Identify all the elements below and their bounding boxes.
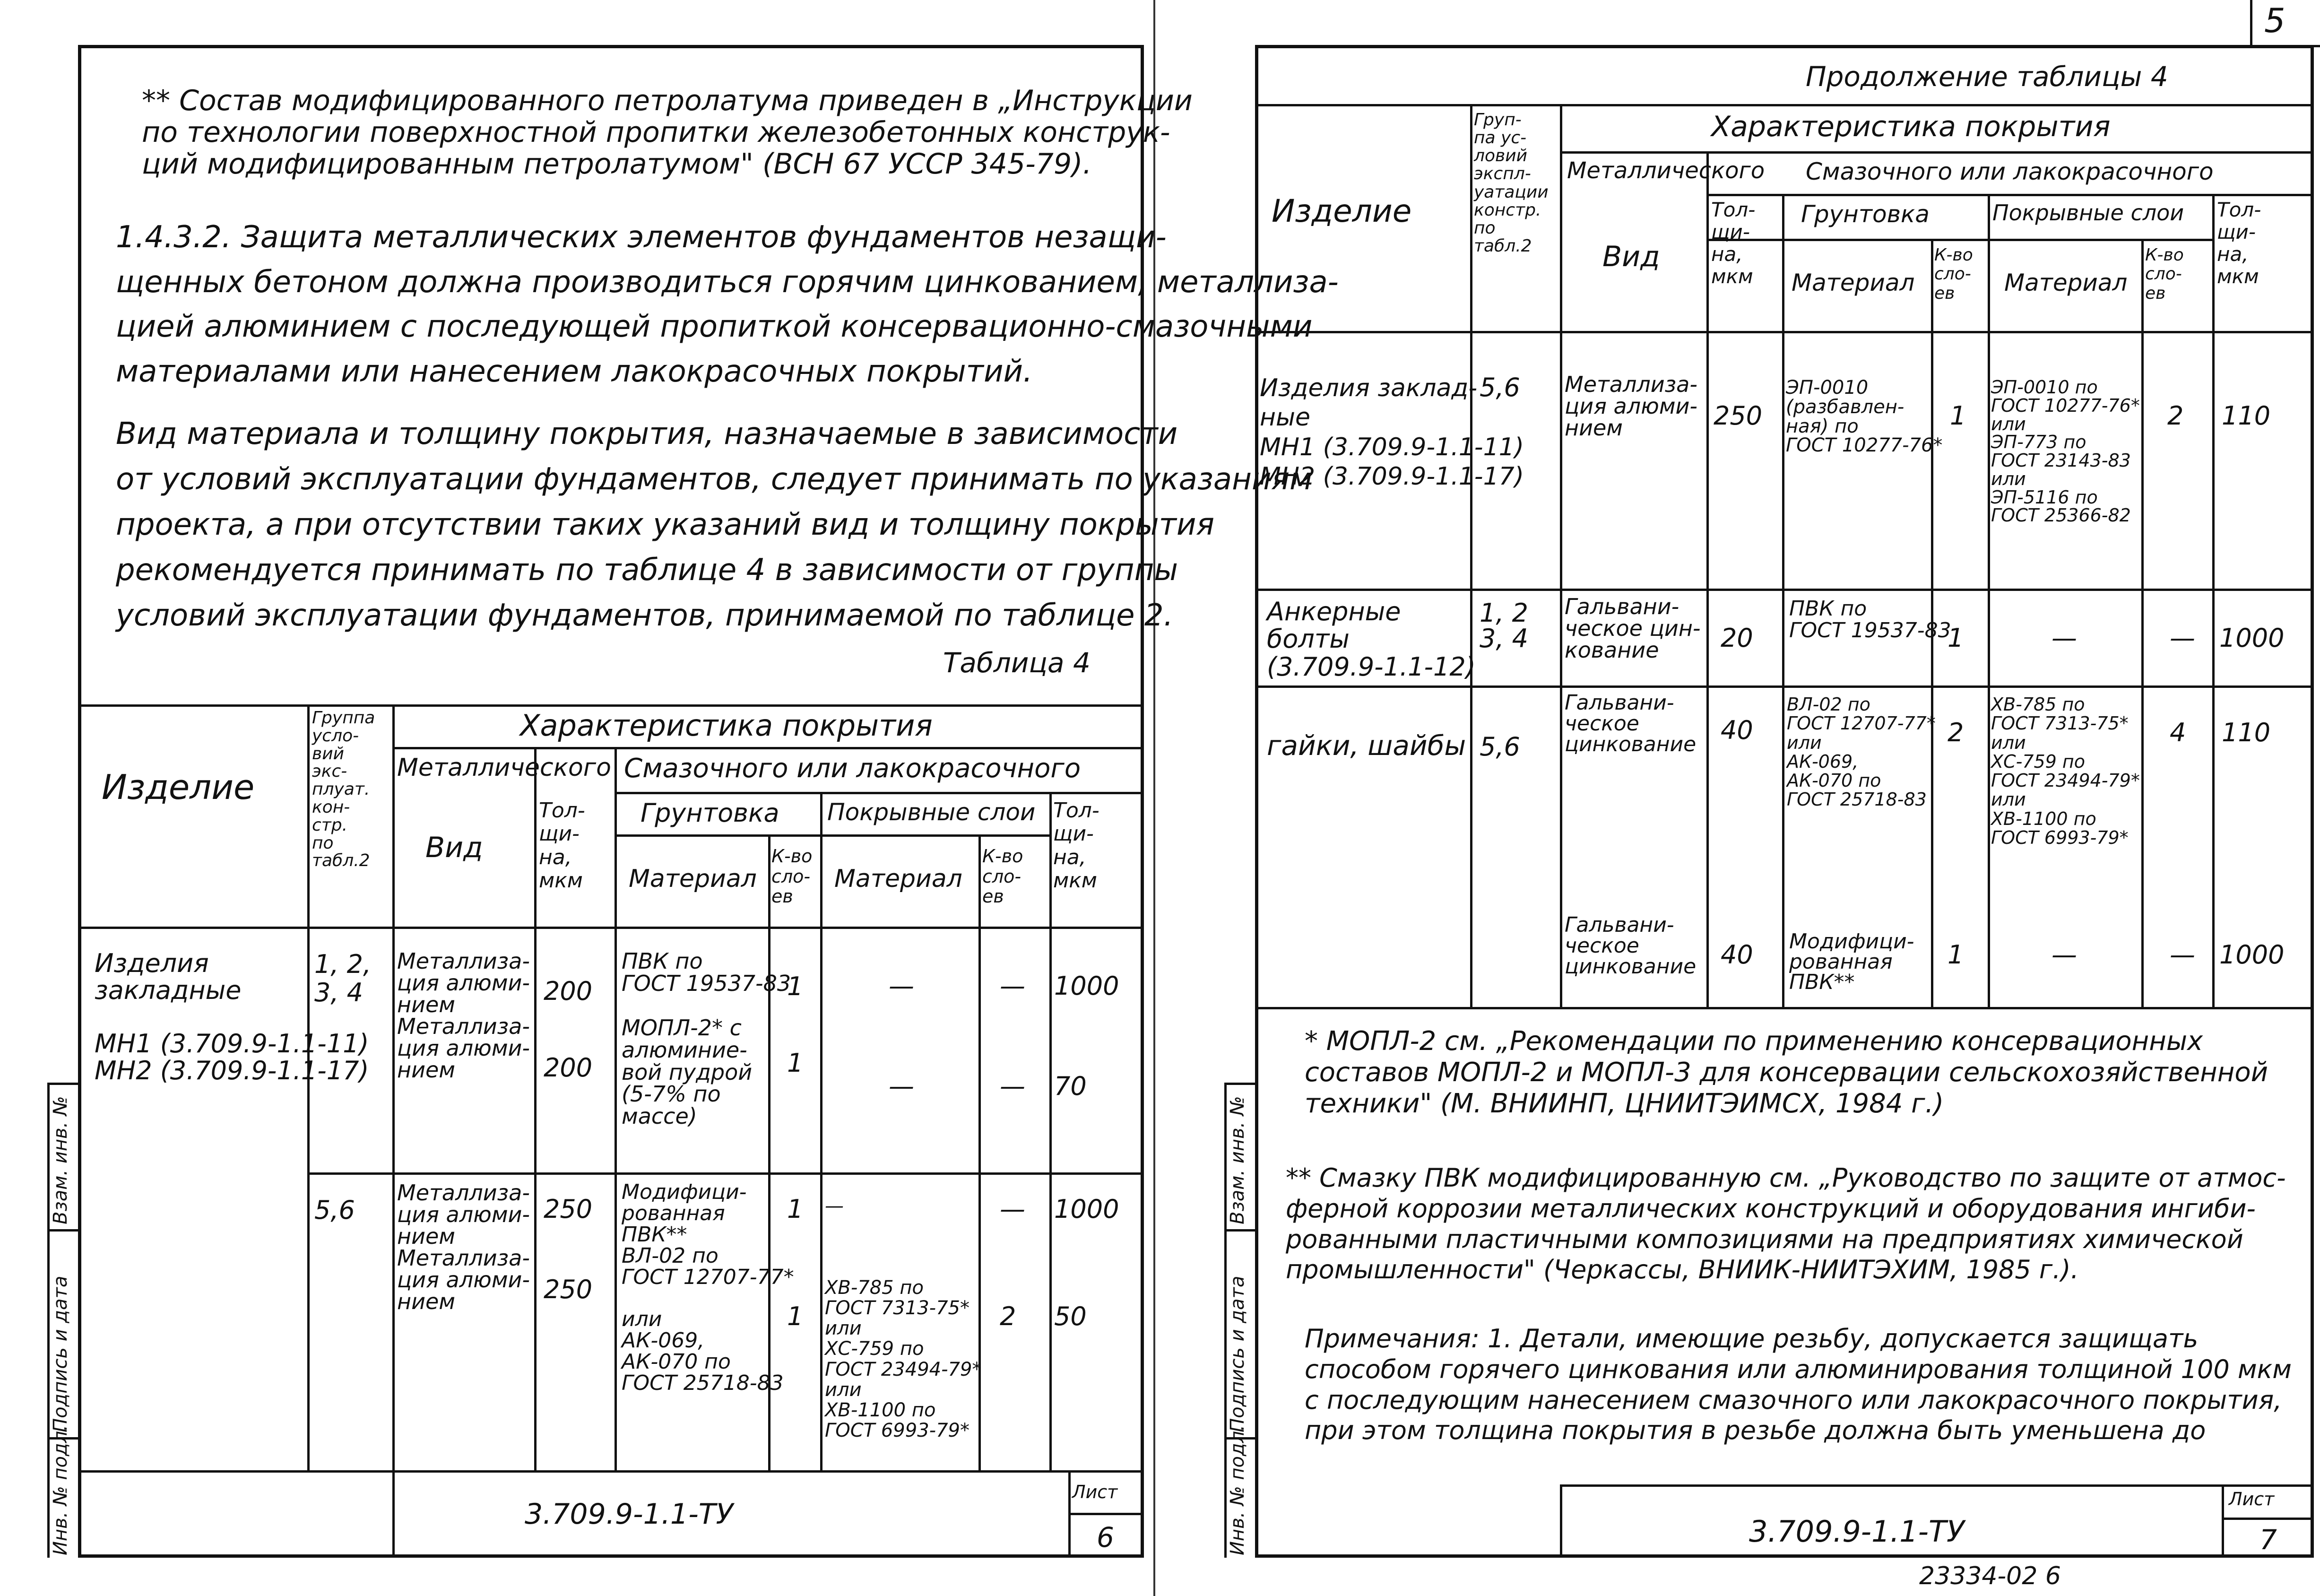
r-row3-pokr: ХВ-785 по ГОСТ 7313-75* или ХС-759 по ГОСТ 23494-79* или ХВ-1100 по ГОСТ 6993-79* bbox=[1991, 694, 2140, 848]
left-note-petrolatum: ** Состав модифицированного петролатума приведен в „Инструкции по технологии поверхностной пропитки железобетонных конструк- ций модифицированным петролатумом" (ВСН 67 УССР 345-79). bbox=[142, 84, 1193, 181]
left-side-label-podpis: Подпись и дата bbox=[50, 1275, 71, 1432]
row2-kvo2: — 2 bbox=[1000, 1194, 1025, 1331]
row2-tol2: 1000 50 bbox=[1054, 1194, 1119, 1331]
row2-grunt: Модифици- рованная ПВК** ВЛ-02 по ГОСТ 12707-77* или АК-069, АК-070 по ГОСТ 25718-83 bbox=[622, 1180, 794, 1395]
right-stamp-code: 3.709.9-1.1-ТУ bbox=[1749, 1514, 1965, 1549]
r-row3-kvo2: 4 bbox=[2170, 718, 2186, 747]
r-header-metall: Металлического bbox=[1567, 157, 1765, 184]
header-vid: Вид bbox=[425, 831, 483, 864]
continuation-title: Продолжение таблицы 4 bbox=[1806, 61, 2168, 93]
r-header-tolshch2: Тол- щи- на, мкм bbox=[2217, 198, 2261, 288]
r-row1-vid: Металлиза- ция алюми- нием bbox=[1565, 372, 1698, 441]
r-row1-kvo: 1 bbox=[1950, 401, 1966, 431]
r-row4-vid: Гальвани- ческое цинкование bbox=[1565, 913, 1697, 979]
r-row3-tol2: 110 bbox=[2222, 718, 2271, 747]
right-side-label-podpis: Подпись и дата bbox=[1227, 1275, 1248, 1432]
left-sheet-label: Лист bbox=[1072, 1482, 1118, 1502]
r-row3-izdelie: гайки, шайбы bbox=[1267, 729, 1466, 762]
r-header-kvo: К-во сло- ев bbox=[1934, 245, 1973, 303]
r-row1-tol: 250 bbox=[1714, 401, 1763, 431]
r-row1-tol2: 110 bbox=[2222, 401, 2271, 431]
left-side-label-inv: Инв. № подл. bbox=[50, 1425, 71, 1555]
r-header-material2: Материал bbox=[2004, 269, 2128, 296]
row2-gruppa: 5,6 bbox=[314, 1195, 355, 1225]
r-row3-grunt: ВЛ-02 по ГОСТ 12707-77* или АК-069, АК-070 по ГОСТ 25718-83 bbox=[1787, 694, 1936, 810]
r-header-tolshch: Тол- щи- на, мкм bbox=[1711, 198, 1756, 288]
r-row1-grunt: ЭП-0010 (разбавлен- ная) по ГОСТ 10277-76* bbox=[1786, 377, 1943, 457]
r-header-smaz: Смазочного или лакокрасочного bbox=[1806, 158, 2214, 185]
r-row2-pokr: — bbox=[2052, 623, 2077, 653]
r-header-pokr: Покрывные слои bbox=[1992, 200, 2184, 226]
header-material2: Материал bbox=[834, 865, 962, 893]
r-row4-kvo: 1 bbox=[1948, 940, 1964, 970]
footnote-pvk: ** Смазку ПВК модифицированную см. „Руководство по защите от атмос- ферной коррозии металлических конструкций и оборудования ингиби- рованными пластичными композициями на предприятиях химической промышленности" (Черкассы, ВНИИК-НИИТЭХИМ, 1985 г.). bbox=[1286, 1163, 2286, 1285]
row1-tol2: 1000 70 bbox=[1054, 971, 1119, 1101]
r-row2-kvo2: — bbox=[2170, 623, 2195, 653]
r-header-vid: Вид bbox=[1602, 240, 1660, 273]
header-smaz: Смазочного или лакокрасочного bbox=[624, 753, 1081, 784]
header-kvo2: К-во сло- ев bbox=[982, 846, 1023, 907]
r-row4-tol2: 1000 bbox=[2219, 940, 2285, 970]
r-row2-gruppa: 1, 2 3, 4 bbox=[1480, 598, 1529, 653]
right-sheet-label: Лист bbox=[2229, 1489, 2275, 1509]
r-row2-izdelie: Анкерные болты (3.709.9-1.1-12) bbox=[1267, 597, 1476, 682]
header-pokr: Покрывные слои bbox=[827, 798, 1036, 826]
r-row1-gruppa: 5,6 bbox=[1480, 373, 1520, 402]
header-kvo: К-во сло- ев bbox=[771, 846, 813, 907]
row1-kvo: 1 1 bbox=[787, 971, 804, 1078]
header-metall: Металлического bbox=[397, 754, 611, 782]
row1-grunt: ПВК по ГОСТ 19537-83 МОПЛ-2* с алюминие- вой пудрой (5-7% по массе) bbox=[622, 948, 791, 1129]
r-row1-kvo2: 2 bbox=[2167, 401, 2184, 431]
r-row3-tol: 40 bbox=[1721, 715, 1753, 745]
row2-kvo: 1 1 bbox=[787, 1194, 804, 1331]
row1-tol: 200 200 bbox=[544, 976, 593, 1083]
footnote-mopl: * МОПЛ-2 см. „Рекомендации по применению консервационных составов МОПЛ-2 и МОПЛ-3 для консервации сельскохозяйственной техники" (М. ВНИИНП, ЦНИИТЭИМСХ, 1984 г.) bbox=[1305, 1026, 2268, 1119]
r-row3-vid: Гальвани- ческое цинкование bbox=[1565, 691, 1697, 756]
note-primechaniya: Примечания: 1. Детали, имеющие резьбу, допускается защищать способом горячего цинкования или алюминирования толщиной 100 мкм с последующим нанесением смазочного или лакокрасочного покрытия, при этом толщина покрытия в резьбе должна быть уменьшена до bbox=[1305, 1324, 2292, 1446]
r-row3-kvo: 2 bbox=[1948, 718, 1964, 747]
header-grunt: Грунтовка bbox=[641, 798, 779, 828]
row1-vid: Металлиза- ция алюми- нием Металлиза- ция алюми- нием bbox=[397, 948, 530, 1083]
left-sheet-number: 6 bbox=[1097, 1521, 1114, 1553]
right-sheet-number: 7 bbox=[2259, 1524, 2277, 1556]
row2-pokr: — ХВ-785 по ГОСТ 7313-75* или ХС-759 по ГОСТ 23494-79* или ХВ-1100 по ГОСТ 6993-79* bbox=[825, 1195, 982, 1442]
header-izdelie: Изделие bbox=[102, 767, 255, 807]
r-row4-grunt: Модифици- рованная ПВК** bbox=[1789, 929, 1914, 995]
r-header-kvo2: К-во сло- ев bbox=[2145, 245, 2184, 303]
r-row3-gruppa: 5,6 bbox=[1480, 732, 1520, 762]
right-side-label-vzam: Взам. инв. № bbox=[1227, 1096, 1248, 1224]
r-row4-pokr: — bbox=[2052, 940, 2077, 970]
header-tolshch2: Тол- щи- на, мкм bbox=[1053, 798, 1099, 893]
r-row2-kvo: 1 bbox=[1948, 623, 1964, 653]
table-caption: Таблица 4 bbox=[943, 647, 1091, 679]
header-gruppa: Группа усло- вий экс- плуат. кон- стр. по табл.2 bbox=[312, 708, 375, 871]
header-tolshch: Тол- щи- на, мкм bbox=[539, 798, 585, 893]
r-header-harakteristika: Характеристика покрытия bbox=[1711, 110, 2111, 143]
r-row2-tol2: 1000 bbox=[2219, 623, 2285, 653]
header-harakteristika: Характеристика покрытия bbox=[520, 708, 933, 743]
r-header-gruppa: Груп- па ус- ловий экспл- уатации констр. по табл.2 bbox=[1474, 110, 1549, 256]
r-row1-izdelie: Изделия заклад- ные МН1 (3.709.9-1.1-11) МН2 (3.709.9-1.1-17) bbox=[1260, 374, 1524, 491]
page-corner-number: 5 bbox=[2264, 1, 2285, 40]
right-side-label-inv: Инв. № подл. bbox=[1227, 1425, 1248, 1555]
r-row4-kvo2: — bbox=[2170, 940, 2195, 970]
r-header-izdelie: Изделие bbox=[1272, 193, 1412, 229]
header-material: Материал bbox=[629, 865, 757, 893]
row1-izdelie: Изделия закладные МН1 (3.709.9-1.1-11) МН2 (3.709.9-1.1-17) bbox=[95, 948, 369, 1085]
r-header-material: Материал bbox=[1792, 269, 1915, 296]
left-stamp-code: 3.709.9-1.1-ТУ bbox=[525, 1498, 733, 1531]
r-header-grunt: Грунтовка bbox=[1801, 200, 1930, 228]
r-row4-tol: 40 bbox=[1721, 940, 1753, 970]
r-row2-grunt: ПВК по ГОСТ 19537-83 bbox=[1789, 597, 1951, 643]
row2-vid: Металлиза- ция алюми- нием Металлиза- ция алюми- нием bbox=[397, 1180, 530, 1314]
row1-kvo2: — — bbox=[1000, 971, 1025, 1101]
left-paragraph-vid: Вид материала и толщину покрытия, назначаемые в зависимости от условий эксплуатации фундаментов, следует принимать по указаниям проекта, а при отсутствии таких указаний вид и толщину покрытия рекомендуется принимать по таблице 4 в зависимости от группы условий эксплуатации фундаментов, принимаемой по таблице 2. bbox=[116, 416, 1313, 633]
row2-tol: 250 250 bbox=[544, 1194, 593, 1305]
row1-pokr: — — bbox=[889, 971, 914, 1101]
r-row2-vid: Гальвани- ческое цин- кование bbox=[1565, 594, 1701, 663]
bottom-archive-number: 23334-02 6 bbox=[1919, 1562, 2061, 1590]
row1-gruppa: 1, 2, 3, 4 bbox=[314, 949, 372, 1008]
left-paragraph-1-4-3-2: 1.4.3.2. Защита металлических элементов фундаментов незащи- щенных бетоном должна производиться горячим цинкованием, металлиза- цией алюминием с последующей пропиткой консервационно-смазочными материалами или нанесением лакокрасочных покрытий. bbox=[116, 220, 1339, 390]
r-row2-tol: 20 bbox=[1721, 623, 1753, 653]
left-side-label-vzam: Взам. инв. № bbox=[50, 1096, 71, 1224]
r-row1-pokr: ЭП-0010 по ГОСТ 10277-76* или ЭП-773 по ГОСТ 23143-83 или ЭП-5116 по ГОСТ 25366-82 bbox=[1991, 377, 2140, 526]
